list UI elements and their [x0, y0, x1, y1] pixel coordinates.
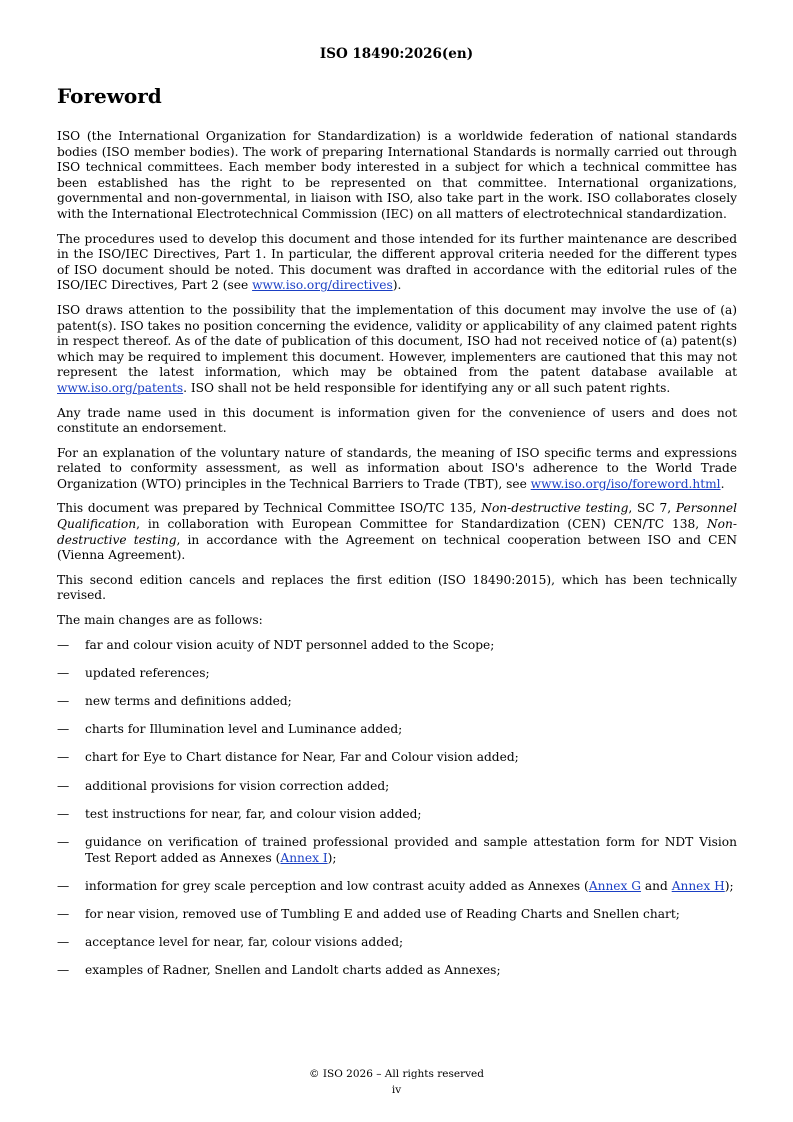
list-item-text: );	[724, 878, 734, 893]
list-item-text: for near vision, removed use of Tumbling E and added use of Reading Charts and Snellen chart;	[85, 906, 680, 921]
changes-list	[57, 638, 737, 979]
paragraph-committee	[57, 501, 737, 563]
dash-bullet: —	[57, 694, 70, 708]
paragraph-changes-intro: The main changes are as follows:	[57, 613, 263, 628]
paragraph-text: This document was prepared by Technical Committee ISO/TC 135,	[57, 501, 482, 516]
paragraph-text: For an explanation of the voluntary nature of standards, the meaning of ISO specific terms and expressions related to conformity assessment, as well as information about ISO's adherence to the World Trade Organization (WTO) principles in the Technical Barriers to Trade (TBT), see	[57, 445, 737, 491]
dash-bullet: —	[57, 834, 70, 849]
paragraph-iso-intro: ISO (the International Organization for Standardization) is a worldwide federation of national standards bodies (ISO member bodies). The work of preparing International Standards is normally carried out through ISO technical committees. Each member body interested in a subject for which a technical committee has been established has the right to be represented on that committee. International organizations, governmental and non-governmental, in liaison with ISO, also take part in the work. ISO collaborates closely with the International Electrotechnical Commission (IEC) on all matters of electrotechnical standardization.	[57, 129, 737, 221]
dash-bullet: —	[57, 778, 70, 793]
list-item-text: );	[327, 850, 337, 865]
list-item	[57, 935, 737, 951]
list-item	[57, 779, 737, 795]
paragraph-text: , SC 7,	[628, 501, 676, 516]
list-item-text: acceptance level for near, far, colour visions added;	[85, 935, 404, 950]
list-item	[57, 963, 737, 979]
list-item	[57, 907, 737, 923]
list-item-text: guidance on verification of trained professional provided and sample attestation form for NDT Vision Test Report added as Annexes (	[85, 834, 737, 865]
dash-bullet: —	[57, 935, 70, 950]
foreword-link[interactable]: www.iso.org/iso/foreword.html	[530, 476, 721, 491]
list-item	[57, 666, 737, 682]
paragraph-trade-name: Any trade name used in this document is information given for the convenience of users and does not constitute an endorsement.	[57, 405, 737, 436]
paragraph-edition: This second edition cancels and replaces the first edition (ISO 18490:2015), which has been technically revised.	[57, 572, 737, 603]
dash-bullet: —	[57, 722, 70, 737]
copyright-notice: © ISO 2026 – All rights reserved	[309, 1068, 484, 1080]
dash-bullet: —	[57, 963, 70, 978]
dash-bullet: —	[57, 806, 70, 821]
annex-i-link[interactable]: Annex I	[280, 850, 328, 865]
paragraph-text: .	[720, 476, 725, 491]
list-item-text: test instructions for near, far, and colour vision added;	[85, 806, 422, 821]
list-item-text: chart for Eye to Chart distance for Near, Far and Colour vision added;	[85, 750, 519, 765]
list-item	[57, 694, 737, 710]
dash-bullet: —	[57, 637, 70, 652]
list-item-text: far and colour vision acuity of NDT personnel added to the Scope;	[85, 637, 495, 652]
paragraph-patents	[57, 303, 737, 397]
list-item-text: and	[641, 878, 672, 893]
cen-committee-name: Non-destructive testing	[57, 517, 737, 547]
paragraph-text: ).	[392, 278, 402, 293]
page-number: iv	[391, 1084, 402, 1096]
annex-g-link[interactable]: Annex G	[588, 878, 642, 893]
foreword-body	[57, 129, 737, 991]
paragraph-text: . ISO shall not be held responsible for identifying any or all such patent rights.	[183, 380, 671, 395]
paragraph-text: The procedures used to develop this document and those intended for its further maintenance are described in the ISO/IEC Directives, Part 1. In particular, the different approval criteria needed for the different types of ISO document should be noted. This document was drafted in accordance with the editorial rules of the ISO/IEC Directives, Part 2 (see	[57, 231, 737, 293]
list-item	[57, 807, 737, 823]
committee-name: Non-destructive testing	[481, 501, 629, 516]
list-item	[57, 835, 737, 866]
paragraph-procedures	[57, 232, 737, 294]
list-item-text: examples of Radner, Snellen and Landolt charts added as Annexes;	[85, 963, 501, 978]
paragraph-text: , in collaboration with European Committee for Standardization (CEN) CEN/TC 138,	[136, 517, 708, 532]
list-item	[57, 750, 737, 766]
list-item-text: new terms and definitions added;	[85, 694, 292, 708]
list-item	[57, 722, 737, 738]
list-item	[57, 638, 737, 654]
list-item-text: updated references;	[85, 665, 210, 680]
dash-bullet: —	[57, 906, 70, 921]
annex-h-link[interactable]: Annex H	[671, 878, 725, 893]
subcommittee-name: Personnel Qualification	[57, 501, 737, 532]
list-item-text: information for grey scale perception and low contrast acuity added as Annexes (	[85, 878, 589, 893]
list-item-text: additional provisions for vision correction added;	[85, 778, 390, 793]
list-item-text: charts for Illumination level and Luminance added;	[85, 722, 403, 737]
document-id: ISO 18490:2026(en)	[319, 46, 474, 62]
dash-bullet: —	[57, 750, 70, 765]
directives-link[interactable]: www.iso.org/directives	[252, 278, 393, 293]
patents-link[interactable]: www.iso.org/patents	[57, 380, 184, 395]
paragraph-text: , in accordance with the Agreement on technical cooperation between ISO and CEN (Vienna Agreement).	[57, 532, 737, 563]
list-item	[57, 879, 737, 895]
section-title: Foreword	[57, 84, 162, 108]
paragraph-text: ISO draws attention to the possibility that the implementation of this document may involve the use of (a) patent(s). ISO takes no position concerning the evidence, validity or applicability of any claimed patent rights in respect thereof. As of the date of publication of this document, ISO had not received notice of (a) patent(s) which may be required to implement this document. However, implementers are cautioned that this may not represent the latest information, which may be obtained from the patent database available at	[57, 302, 737, 380]
paragraph-voluntary-nature	[57, 446, 737, 493]
dash-bullet: —	[57, 878, 70, 893]
page-footer	[0, 1066, 793, 1098]
dash-bullet: —	[57, 665, 70, 680]
